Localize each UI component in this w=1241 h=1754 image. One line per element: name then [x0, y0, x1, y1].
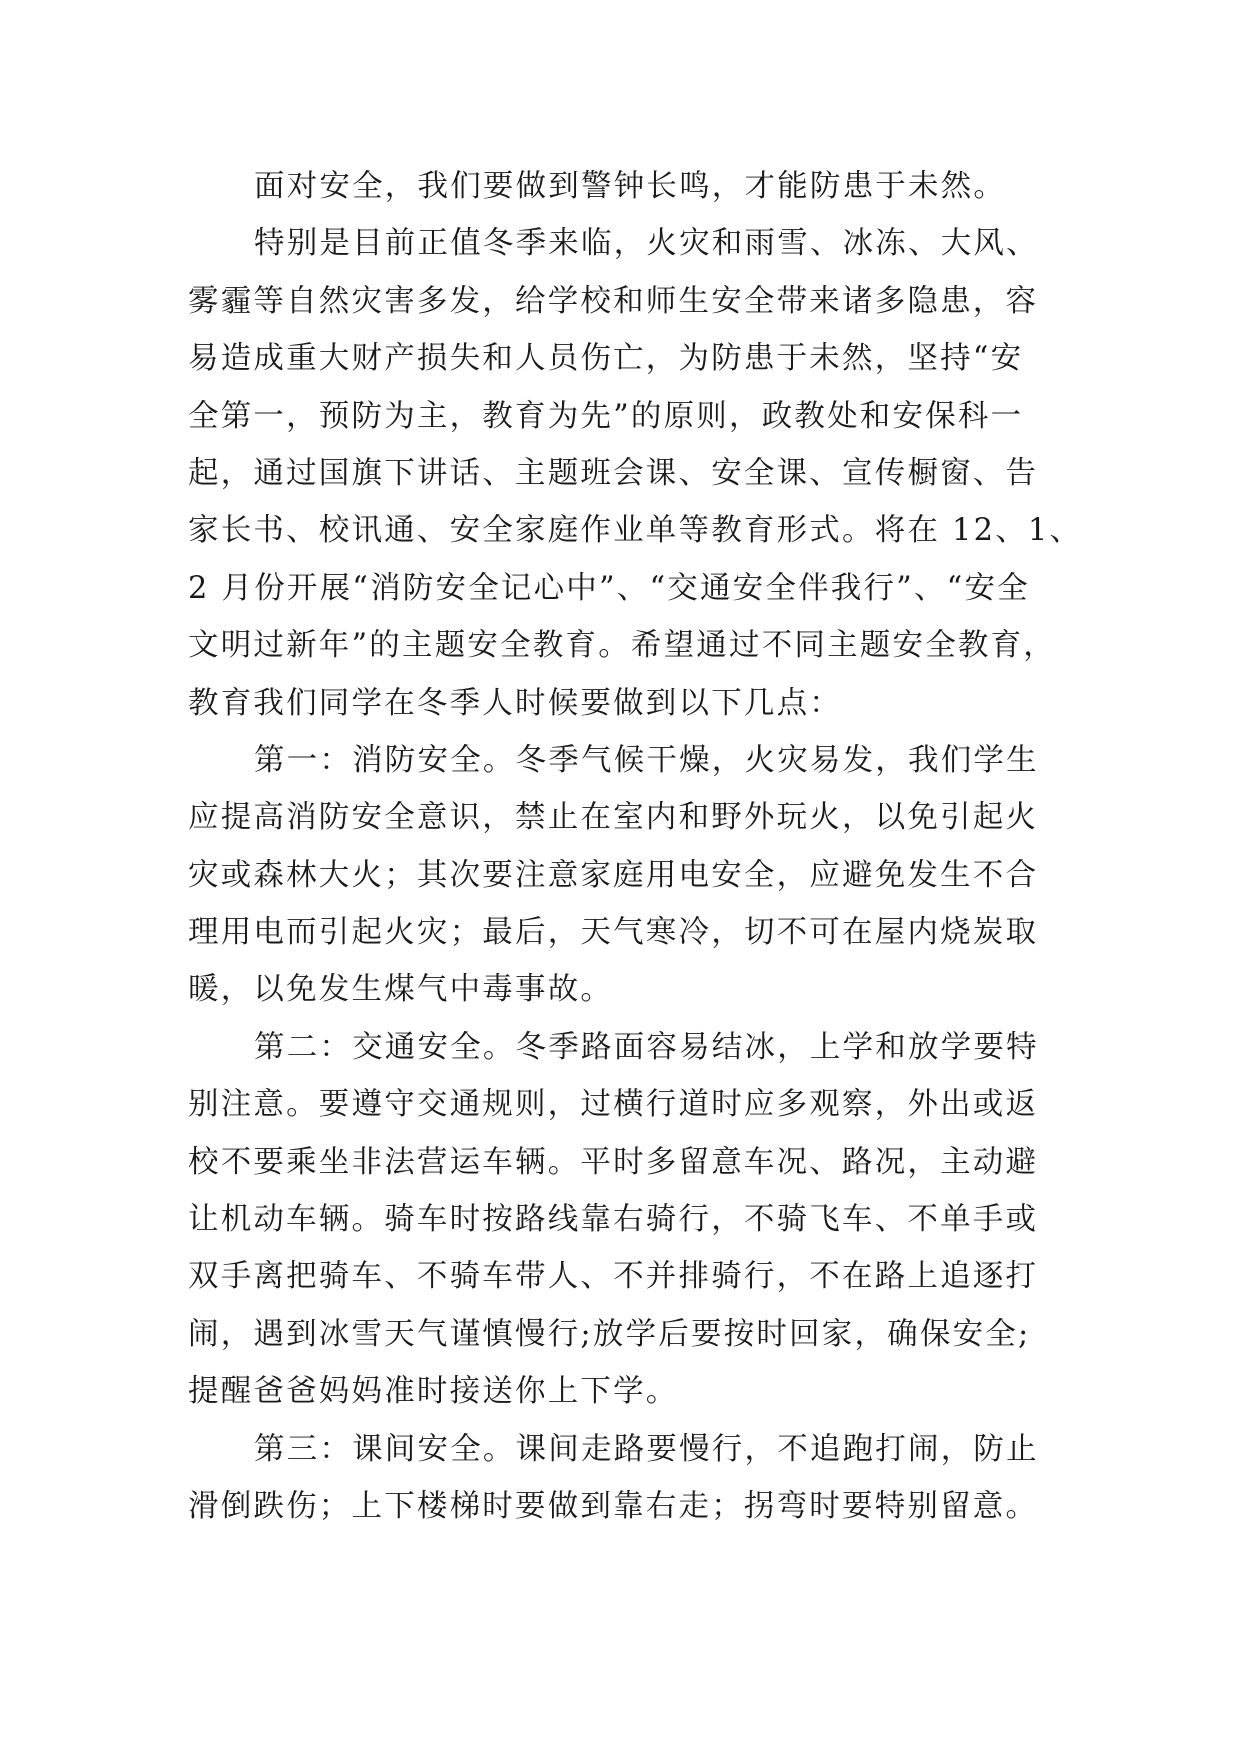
paragraph-line: 理用电而引起火灾；最后，天气寒冷，切不可在屋内烧炭取: [188, 915, 1039, 951]
paragraph-line: 文明过新年”的主题安全教育。希望通过不同主题安全教育，: [188, 628, 1056, 664]
paragraph-line: 滑倒跌伤；上下楼梯时要做到靠右走；拐弯时要特别留意。: [188, 1488, 1039, 1524]
paragraph-line: 双手离把骑车、不骑车带人、不并排骑行，不在路上追逐打: [188, 1259, 1039, 1295]
paragraph-line: 让机动车辆。骑车时按路线靠右骑行，不骑飞车、不单手或: [188, 1202, 1039, 1238]
paragraph-line: 教育我们同学在冬季人时候要做到以下几点：: [188, 685, 842, 721]
paragraph-line: 特别是目前正值冬季来临，火灾和雨雪、冰冻、大风、: [254, 226, 1039, 262]
paragraph-recess-safety: [188, 1421, 1068, 1536]
paragraph-line: 别注意。要遵守交通规则，过横行道时应多观察，外出或返: [188, 1087, 1039, 1123]
paragraph-line: 第三：课间安全。课间走路要慢行，不追跑打闹，防止: [254, 1431, 1039, 1467]
paragraph-line: 校不要乘坐非法营运车辆。平时多留意车况、路况，主动避: [188, 1144, 1039, 1180]
paragraph-intro: [188, 158, 1068, 215]
paragraph-line: 易造成重大财产损失和人员伤亡，为防患于未然，坚持“安: [188, 341, 1024, 377]
paragraph-traffic-safety: [188, 1019, 1068, 1421]
paragraph-line: 应提高消防安全意识，禁止在室内和野外玩火，以免引起火: [188, 800, 1039, 836]
paragraph-line: 起，通过国旗下讲话、主题班会课、安全课、宣传橱窗、告: [188, 455, 1039, 491]
paragraph-line: 暖，以免发生煤气中毒事故。: [188, 972, 614, 1008]
document-body: [188, 158, 1083, 1535]
paragraph-line: 家长书、校讯通、安全家庭作业单等教育形式。将在 12、1、: [188, 513, 1083, 549]
paragraph-fire-safety: [188, 732, 1068, 1019]
paragraph-line: 闹，遇到冰雪天气谨慎慢行;放学后要按时回家，确保安全;: [188, 1316, 1031, 1352]
paragraph-line: 全第一，预防为主，教育为先”的原则，政教处和安保科一: [188, 398, 1024, 434]
paragraph-line: 第一：消防安全。冬季气候干燥，火灾易发，我们学生: [254, 742, 1039, 778]
paragraph-winter-safety: [188, 215, 1083, 732]
paragraph-line: 第二：交通安全。冬季路面容易结冰，上学和放学要特: [254, 1029, 1039, 1065]
paragraph-line: 灾或森林大火；其次要注意家庭用电安全，应避免发生不合: [188, 857, 1039, 893]
paragraph-line: 面对安全，我们要做到警钟长鸣，才能防患于未然。: [254, 169, 1007, 204]
paragraph-line: 雾霾等自然灾害多发，给学校和师生安全带来诸多隐患，容: [188, 283, 1039, 319]
paragraph-line: 提醒爸爸妈妈准时接送你上下学。: [188, 1374, 679, 1410]
paragraph-line: 2 月份开展“消防安全记心中”、“交通安全伴我行”、“安全: [188, 570, 1030, 606]
